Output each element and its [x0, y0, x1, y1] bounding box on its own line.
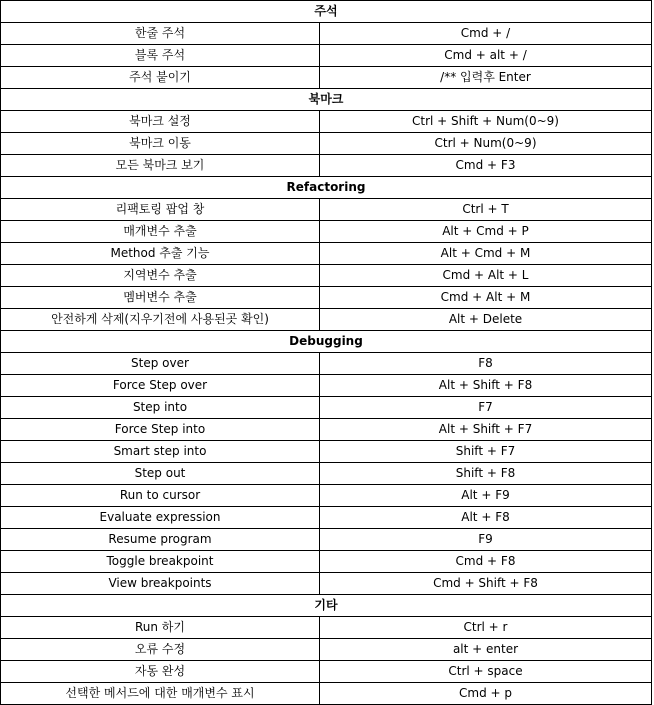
table-row [1, 661, 652, 683]
shortcut-cell: Shift + F8 [320, 463, 652, 485]
action-cell: Run 하기 [1, 617, 320, 639]
shortcut-cell: Cmd + Alt + M [320, 287, 652, 309]
shortcut-cell: F7 [320, 397, 652, 419]
table-row [1, 375, 652, 397]
section-header-row [1, 177, 652, 199]
table-row [1, 221, 652, 243]
table-row [1, 265, 652, 287]
section-header-row [1, 89, 652, 111]
section-header-row [1, 331, 652, 353]
action-cell: 북마크 이동 [1, 133, 320, 155]
shortcut-cell: Shift + F7 [320, 441, 652, 463]
table-row [1, 683, 652, 705]
table-row [1, 309, 652, 331]
action-cell: View breakpoints [1, 573, 320, 595]
table-row [1, 287, 652, 309]
action-cell: 매개변수 추출 [1, 221, 320, 243]
table-row [1, 529, 652, 551]
action-cell: Toggle breakpoint [1, 551, 320, 573]
action-cell: Evaluate expression [1, 507, 320, 529]
action-cell: Step out [1, 463, 320, 485]
action-cell: 모든 북마크 보기 [1, 155, 320, 177]
shortcut-cell: F8 [320, 353, 652, 375]
action-cell: Step into [1, 397, 320, 419]
table-row [1, 353, 652, 375]
action-cell: 오류 수정 [1, 639, 320, 661]
shortcut-cell: Ctrl + space [320, 661, 652, 683]
table-body [1, 1, 652, 705]
shortcut-cell: /** 입력후 Enter [320, 67, 652, 89]
shortcut-cell: Ctrl + T [320, 199, 652, 221]
table-row [1, 551, 652, 573]
table-row [1, 507, 652, 529]
shortcut-cell: Cmd + / [320, 23, 652, 45]
action-cell: Resume program [1, 529, 320, 551]
shortcut-cell: Ctrl + r [320, 617, 652, 639]
table-row [1, 485, 652, 507]
shortcut-cell: Alt + Shift + F8 [320, 375, 652, 397]
shortcut-cell: Alt + Shift + F7 [320, 419, 652, 441]
section-header-row [1, 1, 652, 23]
shortcut-cell: Alt + F9 [320, 485, 652, 507]
shortcut-cell: Ctrl + Num(0~9) [320, 133, 652, 155]
table-row [1, 419, 652, 441]
action-cell: 리팩토링 팝업 창 [1, 199, 320, 221]
action-cell: Run to cursor [1, 485, 320, 507]
shortcut-cell: Cmd + p [320, 683, 652, 705]
table-row [1, 23, 652, 45]
section-title: 북마크 [1, 89, 652, 111]
section-title: 기타 [1, 595, 652, 617]
shortcut-cell: Cmd + Alt + L [320, 265, 652, 287]
action-cell: 자동 완성 [1, 661, 320, 683]
action-cell: Method 추출 기능 [1, 243, 320, 265]
action-cell: 북마크 설정 [1, 111, 320, 133]
table-row [1, 617, 652, 639]
action-cell: 선택한 메서드에 대한 매개변수 표시 [1, 683, 320, 705]
shortcut-cell: Ctrl + Shift + Num(0~9) [320, 111, 652, 133]
shortcut-cell: alt + enter [320, 639, 652, 661]
table-row [1, 155, 652, 177]
table-row [1, 463, 652, 485]
shortcut-cell: Alt + Cmd + P [320, 221, 652, 243]
action-cell: Step over [1, 353, 320, 375]
action-cell: Force Step over [1, 375, 320, 397]
section-header-row [1, 595, 652, 617]
table-row [1, 45, 652, 67]
table-row [1, 639, 652, 661]
action-cell: 한줄 주석 [1, 23, 320, 45]
table-row [1, 441, 652, 463]
table-row [1, 573, 652, 595]
action-cell: Smart step into [1, 441, 320, 463]
table-row [1, 133, 652, 155]
action-cell: Force Step into [1, 419, 320, 441]
shortcut-cell: Cmd + Shift + F8 [320, 573, 652, 595]
shortcut-cell: Cmd + F8 [320, 551, 652, 573]
table-row [1, 243, 652, 265]
shortcut-cell: Cmd + F3 [320, 155, 652, 177]
table-row [1, 67, 652, 89]
table-row [1, 199, 652, 221]
shortcut-cell: Alt + Delete [320, 309, 652, 331]
table-row [1, 397, 652, 419]
action-cell: 주석 붙이기 [1, 67, 320, 89]
action-cell: 블록 주석 [1, 45, 320, 67]
shortcut-cell: F9 [320, 529, 652, 551]
shortcut-cell: Alt + F8 [320, 507, 652, 529]
section-title: Debugging [1, 331, 652, 353]
section-title: 주석 [1, 1, 652, 23]
shortcut-cell: Alt + Cmd + M [320, 243, 652, 265]
action-cell: 멤버변수 추출 [1, 287, 320, 309]
action-cell: 지역변수 추출 [1, 265, 320, 287]
shortcut-cell: Cmd + alt + / [320, 45, 652, 67]
section-title: Refactoring [1, 177, 652, 199]
table-row [1, 111, 652, 133]
action-cell: 안전하게 삭제(지우기전에 사용된곳 확인) [1, 309, 320, 331]
